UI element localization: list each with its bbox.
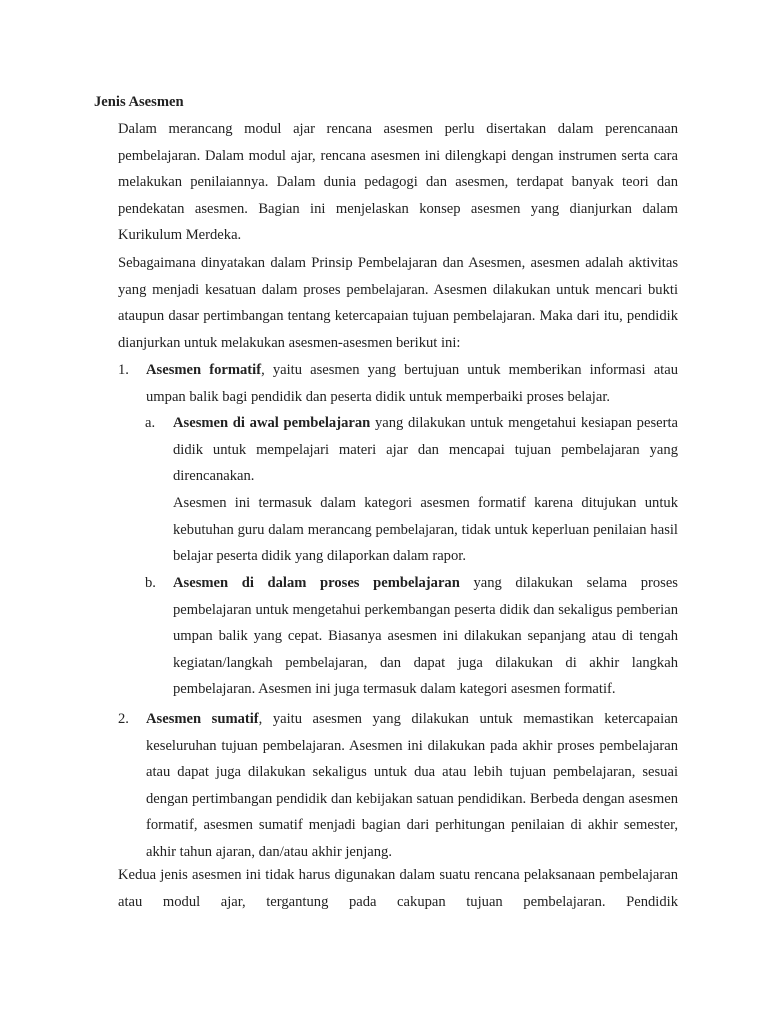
closing-paragraph: Kedua jenis asesmen ini tidak harus digunakan dalam suatu rencana pelaksanaan pembelajaran atau modul ajar, tergantung pada cakupan tujuan pembelajaran. Pendidik xyxy=(118,867,678,910)
intro-paragraph: Dalam merancang modul ajar rencana asesmen perlu disertakan dalam perencanaan pembelajaran. Dalam modul ajar, rencana asesmen ini dilengkapi dengan instrumen serta cara melakukan penilaiannya. Dalam dunia pedagogi dan asesmen, terdapat banyak teori dan pendekatan asesmen. Bagian ini menjelaskan konsep asesmen yang dianjurkan dalam Kurikulum Merdeka. xyxy=(118,121,678,243)
list-number-1: 1. xyxy=(118,362,129,378)
section-heading: Jenis Asesmen xyxy=(94,94,184,110)
sublist-letter-b: b. xyxy=(145,575,156,591)
list-item-sumatif-text: , yaitu asesmen yang dilakukan untuk memastikan ketercapaian keseluruhan tujuan pembelajaran. Asesmen ini dilakukan pada akhir proses pembelajaran atau dapat juga dilakukan sekaligus untuk dua atau lebih tujuan pembelajaran, sesuai dengan pertimbangan pendidik dan kebijakan satuan pendidikan. Berbeda dengan asesmen formatif, asesmen sumatif menjadi bagian dari perhitungan penilaian di akhir semester, akhir tahun ajaran, dan/atau akhir jenjang. xyxy=(146,711,678,860)
list-item-sumatif xyxy=(146,706,678,865)
context-paragraph: Sebagaimana dinyatakan dalam Prinsip Pembelajaran dan Asesmen, asesmen adalah aktivitas yang menjadi kesatuan dalam proses pembelajaran. Asesmen dilakukan untuk mencari bukti ataupun dasar pertimbangan tentang ketercapaian tujuan pembelajaran. Maka dari itu, pendidik dianjurkan untuk melakukan asesmen-asesmen berikut ini: xyxy=(118,255,678,351)
sublist-item-awal-note: Asesmen ini termasuk dalam kategori asesmen formatif karena ditujukan untuk kebutuhan guru dalam merancang pembelajaran, tidak untuk keperluan penilaian hasil belajar peserta didik yang dilaporkan dalam rapor. xyxy=(173,495,678,564)
sublist-item-proses xyxy=(173,570,678,703)
list-item-formatif-text: , yaitu asesmen yang bertujuan untuk memberikan informasi atau umpan balik bagi pendidik dan peserta didik untuk memperbaiki proses belajar. xyxy=(146,362,679,405)
sublist-letter-a: a. xyxy=(145,415,156,431)
list-number-2: 2. xyxy=(118,711,129,727)
term-awal-pembelajaran: Asesmen di awal pembelajaran xyxy=(173,415,371,431)
term-formatif: Asesmen formatif xyxy=(146,362,262,378)
sublist-item-awal-text: yang dilakukan untuk mengetahui kesiapan peserta didik untuk mempelajari materi ajar dan mencapai tujuan pembelajaran yang direncanakan. xyxy=(173,415,678,484)
sublist-item-proses-text: yang dilakukan selama proses pembelajaran untuk mengetahui perkembangan peserta didik dan sekaligus pemberian umpan balik yang cepat. Biasanya asesmen ini dilakukan sepanjang atau di tengah kegiatan/langkah pembelajaran, dan dapat juga dilakukan di akhir langkah pembelajaran. Asesmen ini juga termasuk dalam kategori asesmen formatif. xyxy=(173,575,678,697)
term-proses-pembelajaran: Asesmen di dalam proses pembelajaran xyxy=(173,575,460,591)
sublist-item-awal xyxy=(173,410,678,490)
term-sumatif: Asesmen sumatif xyxy=(146,711,259,727)
list-item-formatif xyxy=(146,357,678,410)
